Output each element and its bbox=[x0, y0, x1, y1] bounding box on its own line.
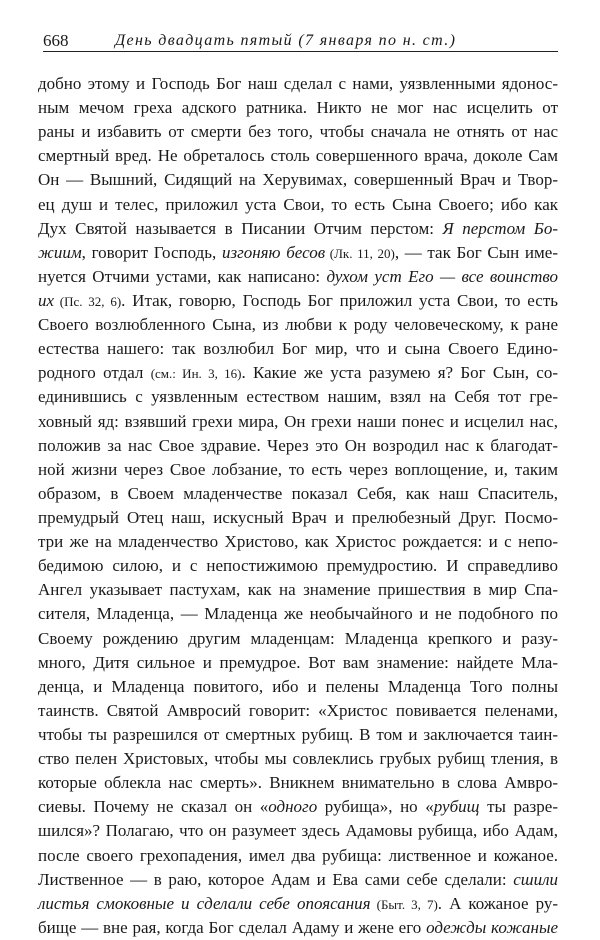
text-segment: нуется Отчими устами, как написано: bbox=[38, 266, 327, 286]
text-line bbox=[38, 313, 558, 337]
text-line bbox=[38, 265, 558, 289]
text-segment: смертный вред. Не обреталось столь совершенного врача, доколе Сам bbox=[38, 146, 558, 166]
scripture-reference: (Пс. 32, 6) bbox=[54, 293, 122, 309]
italic-quote: изгоняю бесов bbox=[221, 242, 326, 262]
scripture-reference: (Лк. 11, 20) bbox=[325, 245, 395, 261]
text-segment: ец душ и телес, приложил уста Свои, то есть Сына Своего; ибо как bbox=[38, 194, 558, 214]
page-number: 668 bbox=[43, 31, 69, 50]
text-line bbox=[38, 482, 558, 506]
text-segment: Он — Вышний, Сидящий на Херувимах, совершенный Врач и Твор- bbox=[38, 170, 558, 190]
text-segment: положив за нас Свое здравие. Через это Он возродил нас к благодат- bbox=[38, 435, 558, 455]
text-line bbox=[38, 554, 558, 578]
text-line bbox=[38, 530, 558, 554]
text-segment: ной жизни через Свое лобзание, то есть через воплощение, и, таким bbox=[38, 459, 558, 479]
text-line bbox=[38, 578, 558, 602]
text-segment: ховный яд: взявший грехи мира, Он грехи наши понес и исцелил нас, bbox=[38, 411, 558, 431]
text-line bbox=[38, 361, 558, 385]
italic-quote: рубищ bbox=[433, 797, 480, 817]
italic-quote: духом уст Его — все воинство bbox=[326, 266, 558, 286]
text-segment: . А кожаное ру- bbox=[437, 893, 559, 913]
text-segment: денца, и Младенца повитого, ибо и пелены Младенца Того полны bbox=[38, 676, 558, 696]
text-line bbox=[38, 723, 558, 747]
text-segment: Дух Святой называется в Писании Отчим перстом: bbox=[38, 218, 443, 238]
text-line bbox=[38, 168, 558, 192]
text-segment: которые облекла нас смерть». Вникнем внимательно в слова Амвро- bbox=[38, 773, 558, 793]
text-line bbox=[38, 410, 558, 434]
text-line bbox=[38, 72, 558, 96]
text-segment: образом, в Своем младенчестве показал Себя, как наш Спаситель, bbox=[38, 483, 558, 503]
text-line bbox=[38, 844, 558, 868]
text-segment: . Какие же уста разумею я? Бог Сын, со- bbox=[241, 363, 558, 383]
text-segment: . Итак, говорю, Господь Бог приложил уста Свои, то есть bbox=[121, 290, 558, 310]
italic-quote: их bbox=[38, 290, 55, 310]
text-segment: много, Дитя сильное и премудрое. Вот вам знамение: найдете Мла- bbox=[38, 652, 558, 672]
text-segment: естества нашего: так возлюбил Бог мир, что и сына Своего Едино- bbox=[38, 339, 558, 359]
text-segment: ты разре- bbox=[479, 797, 558, 817]
text-line bbox=[38, 868, 558, 892]
text-segment: ным мечом греха адского ратника. Никто не мог нас исцелить от bbox=[38, 98, 558, 118]
text-line bbox=[38, 892, 558, 916]
text-segment: Лиственное — в раю, которое Адам и Ева сами себе сделали: bbox=[38, 869, 514, 889]
text-segment: единившись с уязвленным естеством нашим, взял на Себя тот гре- bbox=[38, 387, 558, 407]
text-line bbox=[38, 458, 558, 482]
text-segment: после своего грехопадения, имел два рубища: лиственное и кожаное. bbox=[38, 845, 558, 865]
text-line bbox=[38, 699, 558, 723]
running-head: День двадцать пятый (7 января по н. ст.) bbox=[115, 32, 457, 49]
text-segment: Своему рождению другим младенцам: Младенца крепкого и разу- bbox=[38, 628, 558, 648]
page-header bbox=[43, 31, 558, 52]
text-line bbox=[38, 96, 558, 120]
text-segment: бедимою силою, и с непостижимою премудростию. И справедливо bbox=[38, 556, 558, 576]
text-segment: раны и избавить от смерти без того, чтобы сначала не отнять от нас bbox=[38, 122, 558, 142]
text-line bbox=[38, 289, 558, 313]
text-segment: добно этому и Господь Бог наш сделал с нами, уязвленными ядонос- bbox=[38, 74, 558, 93]
italic-quote: жиим bbox=[38, 242, 82, 262]
text-line bbox=[38, 241, 558, 265]
text-line bbox=[38, 217, 558, 241]
text-segment: три же на младенчество Христово, как Христос рождается: и с непо- bbox=[38, 532, 558, 552]
text-segment: шился»? Полагаю, что он разумеет здесь Адамовы рубища, ибо Адам, bbox=[38, 821, 558, 841]
text-line bbox=[38, 506, 558, 530]
text-line bbox=[38, 916, 558, 940]
text-segment: сиевы. Почему не сказал он « bbox=[38, 797, 269, 817]
text-line bbox=[38, 675, 558, 699]
text-line bbox=[38, 771, 558, 795]
text-line bbox=[38, 193, 558, 217]
italic-quote: одного bbox=[268, 797, 318, 817]
scripture-reference: (Быт. 3, 7) bbox=[370, 896, 438, 912]
text-line bbox=[38, 144, 558, 168]
text-line bbox=[38, 434, 558, 458]
text-segment: таинств. Святой Амвросий говорит: «Христос повивается пеленами, bbox=[38, 700, 558, 720]
text-line bbox=[38, 795, 558, 819]
italic-quote: листья смоковные и сделали себе опоясания bbox=[38, 893, 371, 913]
text-line bbox=[38, 120, 558, 144]
text-segment: Своего возлюбленного Сына, из любви к роду человеческому, к ране bbox=[38, 315, 558, 335]
text-line bbox=[38, 385, 558, 409]
text-segment: бище — вне рая, когда Бог сделал Адаму и жене его bbox=[38, 917, 427, 937]
text-line bbox=[38, 747, 558, 771]
scripture-reference: (см.: Ин. 3, 16) bbox=[150, 366, 242, 382]
text-segment: , — так Бог Сын име- bbox=[394, 242, 558, 262]
text-line bbox=[38, 819, 558, 843]
text-segment: , говорит Господь, bbox=[81, 242, 222, 262]
text-line bbox=[38, 627, 558, 651]
text-line bbox=[38, 337, 558, 361]
body-text bbox=[38, 72, 558, 940]
text-segment: премудрый Отец наш, искусный Врач и прелюбезный Друг. Посмо- bbox=[38, 507, 558, 527]
text-segment: рубища», но « bbox=[317, 797, 434, 817]
text-line bbox=[38, 602, 558, 626]
text-segment: чтобы ты разрешился от смертных рубищ. В том и заключается таин- bbox=[38, 724, 558, 744]
text-segment: сителя, Младенца, — Младенца же необычайного и не подобного по bbox=[38, 604, 558, 624]
text-segment: ство пелен Христовых, чтобы мы совлеклись грубых рубищ тления, в bbox=[38, 749, 558, 769]
text-segment: Ангел указывает пастухам, как на знамение пришествия в мир Спа- bbox=[38, 580, 558, 600]
italic-quote: одежды кожаные bbox=[426, 917, 558, 937]
text-segment: родного отдал bbox=[38, 363, 151, 383]
text-line bbox=[38, 651, 558, 675]
italic-quote: сшили bbox=[513, 869, 558, 889]
italic-quote: Я перстом Бо- bbox=[442, 218, 558, 238]
